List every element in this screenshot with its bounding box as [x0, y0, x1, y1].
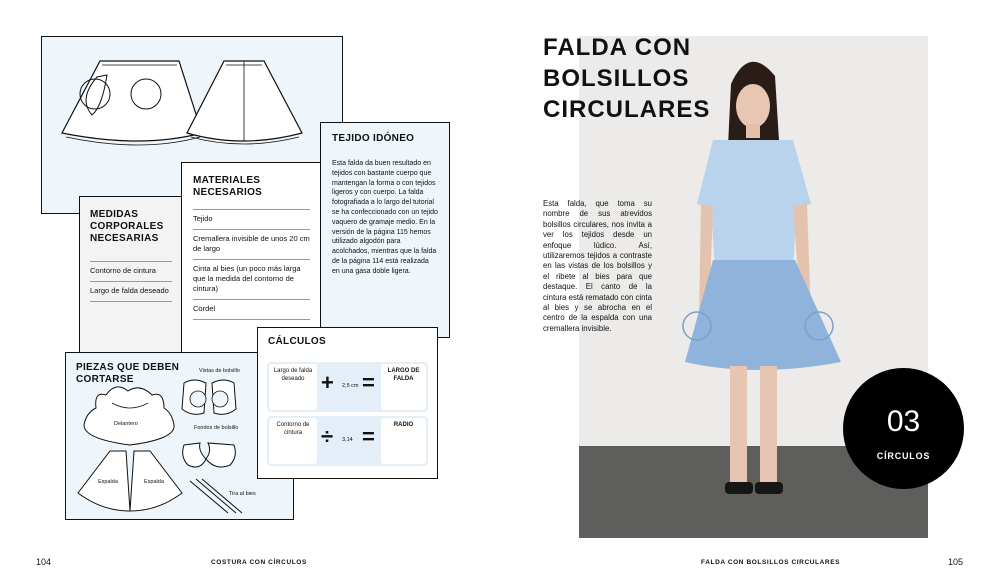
calc-value: 3,14: [342, 437, 353, 443]
fabric-title: TEJIDO IDÓNEO: [332, 133, 415, 144]
calc-value: 2,5 cm: [342, 383, 359, 389]
fabric-box: [320, 122, 450, 338]
chapter-label: CÍRCULOS: [876, 451, 931, 461]
material-item: Tejido: [193, 209, 310, 230]
calc-input: Largo de falda deseado: [273, 368, 313, 382]
material-item: Cordel: [193, 300, 310, 320]
material-item: Cinta al bies (un poco más larga que la medida del contorno de cintura): [193, 260, 310, 300]
label-pocket-facings: Vistas de bolsillo: [199, 368, 240, 374]
page-number-right: 105: [948, 557, 964, 567]
calc-input-cell: [269, 364, 317, 410]
equals-icon: =: [362, 424, 375, 449]
measure-item: Largo de falda deseado: [90, 282, 172, 302]
label-pocket-bottoms: Fondos de bolsillo: [194, 425, 239, 431]
label-waistband: Delantero: [114, 421, 138, 427]
label-bias: Tira al bies: [229, 491, 256, 497]
page-number-left: 104: [36, 557, 52, 567]
page-title-line: BOLSILLOS: [543, 65, 690, 92]
intro-text: Esta falda, que toma su nombre de sus atrevidos bolsillos circulares, nos invita a ver los tejidos desde un enfoque lúdico. Así, utilizaremos tejidos a contraste en las vistas de los bolsillos y el ribete al bies para que destaque. El canto de la cintura está rematado con cinta al bies y se abrocha en el centro de la espalda con una cremallera invisible.: [543, 199, 652, 333]
calc-input-cell: [269, 418, 317, 464]
label-back-left: Espalda: [98, 479, 118, 485]
measures-title: MEDIDAS CORPORALES NECESARIAS: [90, 209, 164, 244]
plus-icon: +: [321, 370, 334, 395]
equals-icon: =: [362, 370, 375, 395]
label-back-right: Espalda: [144, 479, 164, 485]
calc-result: RADIO: [393, 422, 414, 428]
page-title-line: CIRCULARES: [543, 96, 711, 123]
calc-input: Contorno de cintura: [276, 422, 310, 436]
calc-box: [257, 327, 438, 479]
calc-result-cell: [381, 418, 426, 464]
page-title: [543, 32, 743, 125]
calc-title: CÁLCULOS: [268, 336, 326, 347]
calc-result-cell: [381, 364, 426, 410]
measure-item: Contorno de cintura: [90, 261, 172, 282]
pieces-title: PIEZAS QUE DEBEN CORTARSE: [76, 362, 180, 385]
measures-box: [79, 196, 183, 356]
footer-right: FALDA CON BOLSILLOS CIRCULARES: [701, 559, 841, 566]
chapter-badge: [843, 368, 964, 489]
fabric-text: Esta falda da buen resultado en tejidos con bastante cuerpo que mantengan la forma o con tejidos ligeros y con cuerpo. La falda fotografiada a lo largo del tutorial se ha confeccionado con un tejido vaquero de gramaje medio. En la versión de la página 115 hemos utilizado algodón para acolchados, mientras que la falda de la página 114 está realizada en una gasa doble ligera.: [332, 160, 438, 275]
page-title-line: FALDA CON: [543, 34, 692, 61]
chapter-number: 03: [886, 405, 921, 438]
footer-left: COSTURA CON CÍRCULOS: [211, 559, 307, 566]
divide-icon: ÷: [321, 424, 334, 449]
materials-title: MATERIALES NECESARIOS: [193, 175, 263, 198]
calc-result: LARGO DE FALDA: [387, 368, 420, 382]
material-item: Cremallera invisible de unos 20 cm de largo: [193, 230, 310, 260]
